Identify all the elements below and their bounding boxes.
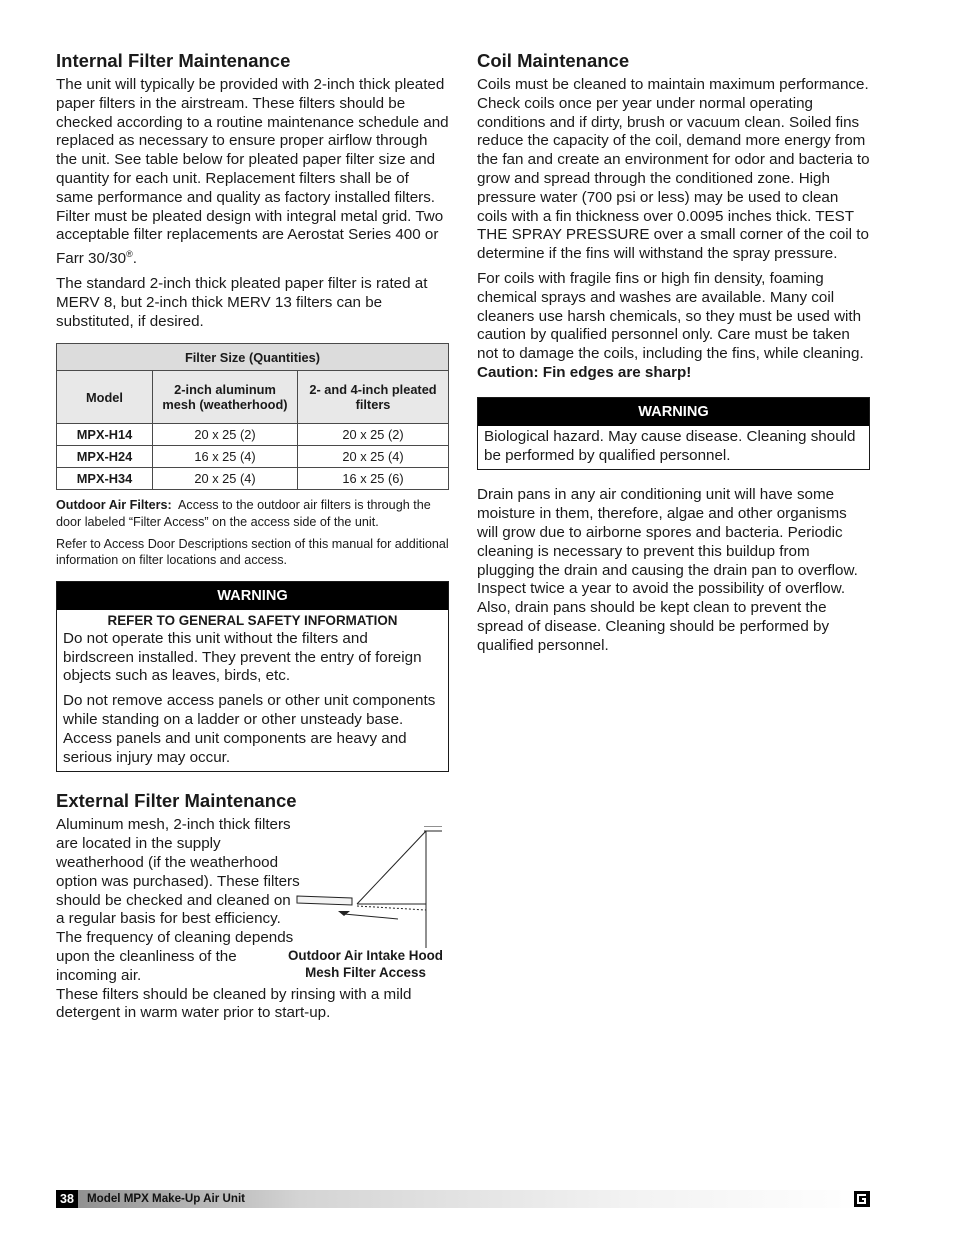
- internal-filter-heading: Internal Filter Maintenance: [56, 50, 291, 71]
- table-row: [57, 424, 449, 446]
- warning-content: [57, 630, 448, 772]
- table-cell-mesh: 20 x 25 (4): [153, 468, 298, 490]
- biohazard-warning-box: [477, 397, 870, 471]
- table-header-model: Model: [57, 371, 153, 424]
- warning-paragraph-1: Do not operate this unit without the filters and birdscreen installed. They prevent the entry of foreign objects such as leaves, birds, etc.: [63, 629, 422, 685]
- table-cell-pleated: 20 x 25 (2): [298, 424, 449, 446]
- drain-pan-paragraph: Drain pans in any air conditioning unit will have some moisture in them, therefore, algae and other organisms will grow due to airborne spores and bacteria. Periodic cleaning is necessary to prevent this buildup from plugging the drain and causing the drain pan to overflow. Inspect twice a year to avoid the possibility of overflow. Also, drain pans should be kept clean to prevent the spread of disease. Cleaning should be performed by qualified personnel.: [477, 486, 858, 654]
- table-cell-mesh: 20 x 25 (2): [153, 424, 298, 446]
- table-cell-model: MPX-H24: [57, 446, 153, 468]
- right-column: [477, 50, 870, 662]
- table-cell-pleated: 16 x 25 (6): [298, 468, 449, 490]
- intake-hood-diagram: [278, 826, 453, 951]
- intake-hood-figure: [278, 826, 453, 996]
- table-header-pleated: 2- and 4-inch pleated filters: [298, 371, 449, 424]
- warning-text: Biological hazard. May cause disease. Cleaning should be performed by qualified personnel.: [484, 427, 856, 464]
- external-filter-heading: External Filter Maintenance: [56, 790, 297, 812]
- coil-paragraph-2: For coils with fragile fins or high fin density, foaming chemical sprays and washes are available. Many coil cleaners use harsh chemicals, so they must be used with caution by qualified personnel only. Care must be taken not to damage the coils, including the fins, while cleaning. Caution: Fin edges are sharp!: [477, 269, 864, 381]
- filter-size-table: [56, 343, 449, 490]
- warning-title: WARNING: [57, 582, 448, 610]
- external-filter-paragraph-continued: These filters should be cleaned by rinsing with a mild detergent in warm water prior to start-up.: [56, 985, 412, 1022]
- warning-content: [478, 426, 869, 470]
- page-footer: [56, 1190, 870, 1208]
- page-number: 38: [56, 1190, 78, 1208]
- greenheck-logo-icon: [854, 1191, 870, 1207]
- coil-paragraph-1: Coils must be cleaned to maintain maximum performance. Check coils once per year under normal operating conditions and if dirty, brush or vacuum clean. Soiled fins reduce the capacity of the coil, demand more energy from the fan and create an environment for odor and bacteria to grow and spread through the conditioned zone. High pressure water (700 psi or less) may be used to clean coils with a fin thickness over 0.0095 inches thick. TEST THE SPRAY PRESSURE over a small corner of the coil to determine if the fins will withstand the spray pressure.: [477, 76, 870, 263]
- footer-title: Model MPX Make-Up Air Unit: [87, 1192, 246, 1205]
- warning-subtitle: REFER TO GENERAL SAFETY INFORMATION: [107, 612, 398, 628]
- table-row: [57, 446, 449, 468]
- table-row: [57, 468, 449, 490]
- table-cell-model: MPX-H34: [57, 468, 153, 490]
- warning-paragraph-2: Do not remove access panels or other unit components while standing on a ladder or other unsteady base. Access panels and unit components are heavy and serious injury may occur.: [63, 692, 436, 766]
- figure-caption: Outdoor Air Intake Hood Mesh Filter Access: [288, 948, 443, 980]
- table-cell-pleated: 20 x 25 (4): [298, 446, 449, 468]
- access-door-reference: Refer to Access Door Descriptions section of this manual for additional information on filter locations and access.: [56, 536, 449, 568]
- table-cell-mesh: 16 x 25 (4): [153, 446, 298, 468]
- table-caption: Filter Size (Quantities): [57, 344, 449, 371]
- warning-title: WARNING: [478, 398, 869, 426]
- coil-maintenance-heading: Coil Maintenance: [477, 50, 630, 71]
- left-column: [56, 50, 449, 1029]
- filter-warning-box: [56, 581, 449, 773]
- table-header-mesh: 2-inch aluminum mesh (weatherhood): [153, 371, 298, 424]
- outdoor-air-filters-note: Outdoor Air Filters: Access to the outdoor air filters is through the door labeled “Filter Access” on the access side of the unit.: [56, 498, 431, 530]
- internal-filter-paragraph-1: The unit will typically be provided with 2-inch thick pleated paper filters in the airstream. These filters should be checked according to a routine maintenance schedule and replaced as necessary to ensure proper airflow through the unit. See table below for pleated paper filter size and quantity for each unit. Replacement filters shall be of same performance and quality as factory installed filters. Filter must be pleated design with integral metal grid. Two acceptable filter replacements are Aerostat Series 400 or Farr 30/30®.: [56, 76, 449, 268]
- external-filter-paragraph: Aluminum mesh, 2-inch thick filters are located in the supply weatherhood (if the weatherhood option was purchased). These filters should be checked and cleaned on a regular basis for best efficiency. The frequency of cleaning depends upon the cleanliness of the incoming air.: [56, 816, 300, 984]
- internal-filter-paragraph-2: The standard 2-inch thick pleated paper filter is rated at MERV 8, but 2-inch thick MERV 13 filters can be substituted, if desired.: [56, 275, 428, 330]
- external-filter-section: [56, 816, 449, 1023]
- table-cell-model: MPX-H14: [57, 424, 153, 446]
